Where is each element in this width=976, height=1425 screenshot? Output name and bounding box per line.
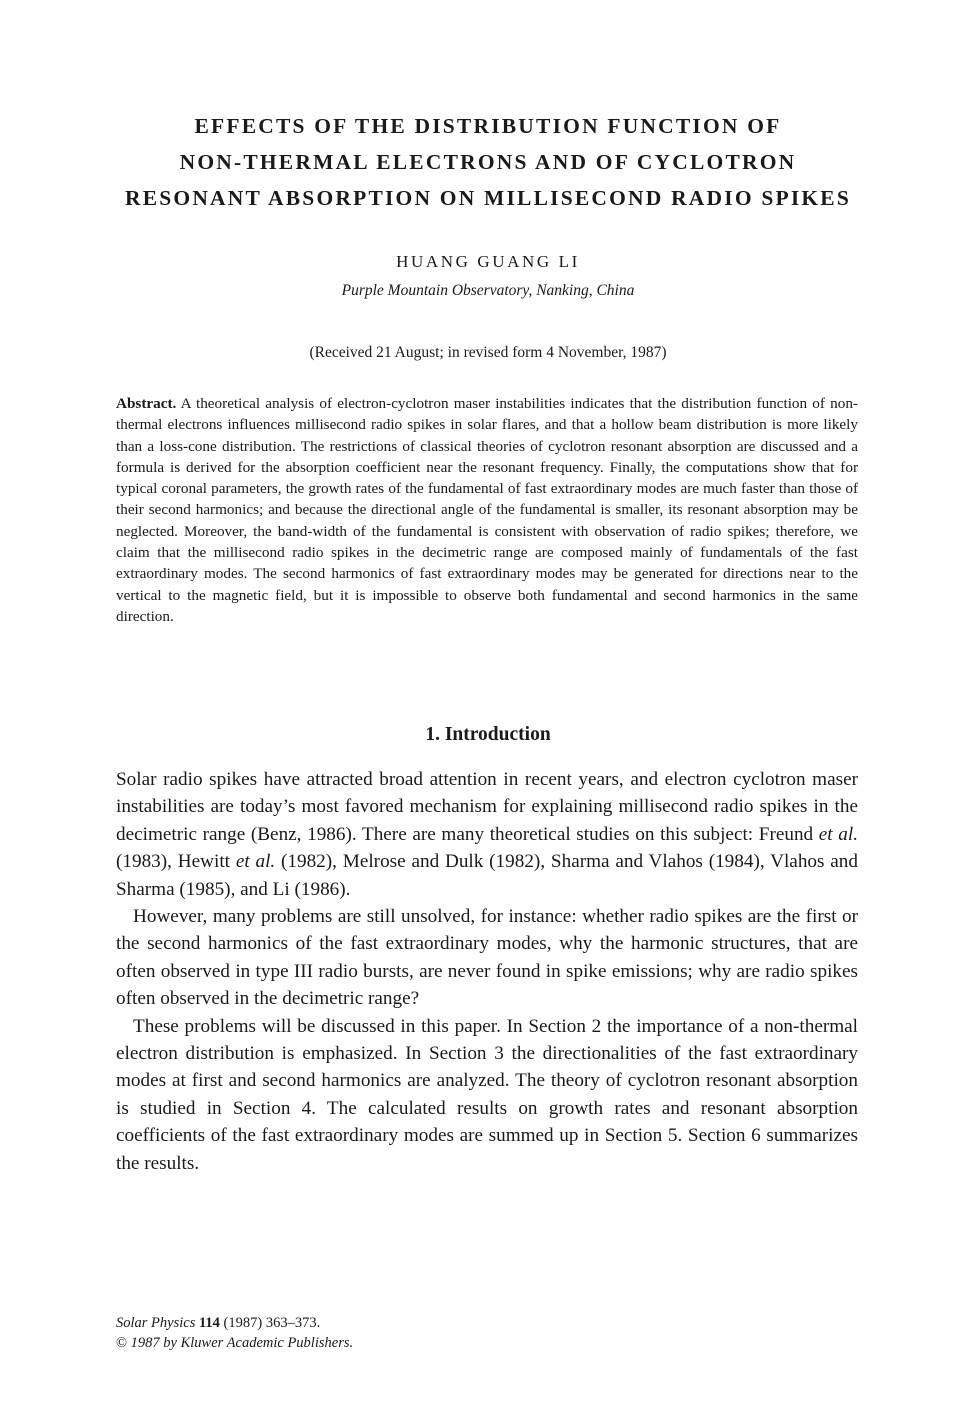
intro-p1-part-c: (1982), Melrose and Dulk (1982), Sharma and Vlahos (1984), Vlahos and Sharma (1985), and Li (1986). (116, 851, 858, 900)
abstract (116, 393, 858, 627)
intro-paragraph-1 (116, 766, 858, 903)
journal-citation (116, 1313, 353, 1333)
received-dates: (Received 21 August; in revised form 4 November, 1987) (309, 344, 667, 361)
copyright-text: 1987 by Kluwer Academic Publishers. (130, 1335, 354, 1351)
intro-p1-part-b: (1983), Hewitt (116, 851, 236, 873)
intro-p1-part-a: Solar radio spikes have attracted broad attention in recent years, and electron cyclotron maser instabilities are today’s most favored mechanism for explaining millisecond radio spikes in the decimetric range (Benz, 1986). There are many theoretical studies on this subject: Freund (116, 769, 858, 845)
intro-paragraph-2: However, many problems are still unsolved, for instance: whether radio spikes are the first or the second harmonics of the fast extraordinary modes, why the harmonic structures, that are often observed in type III radio bursts, are never found in spike emissions; why are radio spikes often observed in the decimetric range? (116, 906, 858, 1010)
introduction-body (116, 766, 858, 1177)
author-name: HUANG GUANG LI (396, 252, 580, 271)
abstract-label: Abstract. (116, 395, 177, 412)
author-affiliation: Purple Mountain Observatory, Nanking, China (341, 282, 635, 299)
journal-pages: (1987) 363–373. (223, 1315, 321, 1331)
journal-volume: 114 (198, 1315, 220, 1331)
abstract-text: A theoretical analysis of electron-cyclotron maser instabilities indicates that the distribution function of non-thermal electrons influences millisecond radio spikes in solar flares, and that a hollow beam distribution is more likely than a loss-cone distribution. The restrictions of classical theories of cyclotron resonant absorption are discussed and a formula is derived for the absorption coefficient near the resonant frequency. Finally, the computations show that for typical coronal parameters, the growth rates of the fundamental of fast extraordinary modes are much faster than those of their second harmonics; and because the directional angle of the fundamental is smaller, its resonant absorption may be neglected. Moreover, the band-width of the fundamental is consistent with observation of radio spikes; therefore, we claim that the millisecond radio spikes in the decimetric range are composed mainly of fundamentals of the fast extraordinary modes. The second harmonics of fast extraordinary modes may be generated for directions near to the vertical to the magnetic field, but it is impossible to observe both fundamental and second harmonics in the same direction. (116, 395, 858, 625)
journal-name: Solar Physics (116, 1315, 196, 1331)
citation-footer (116, 1313, 353, 1353)
copyright-symbol: © (116, 1335, 128, 1351)
copyright-line (116, 1333, 353, 1353)
intro-p1-etal-2: et al. (235, 851, 276, 873)
title-line-3: RESONANT ABSORPTION ON MILLISECOND RADIO SPIKES (124, 186, 852, 210)
section-heading-introduction: 1. Introduction (425, 724, 551, 745)
title-line-1: EFFECTS OF THE DISTRIBUTION FUNCTION OF (194, 114, 782, 138)
title-line-2: NON-THERMAL ELECTRONS AND OF CYCLOTRON (179, 150, 797, 174)
paper-title (100, 108, 876, 216)
intro-paragraph-3: These problems will be discussed in this paper. In Section 2 the importance of a non-thermal electron distribution is emphasized. In Section 3 the directionalities of the fast extraordinary modes at first and second harmonics are analyzed. The theory of cyclotron resonant absorption is studied in Section 4. The calculated results on growth rates and resonant absorption coefficients of the fast extraordinary modes are summed up in Section 5. Section 6 summarizes the results. (116, 1015, 858, 1174)
intro-p1-etal-1: et al. (818, 823, 858, 845)
